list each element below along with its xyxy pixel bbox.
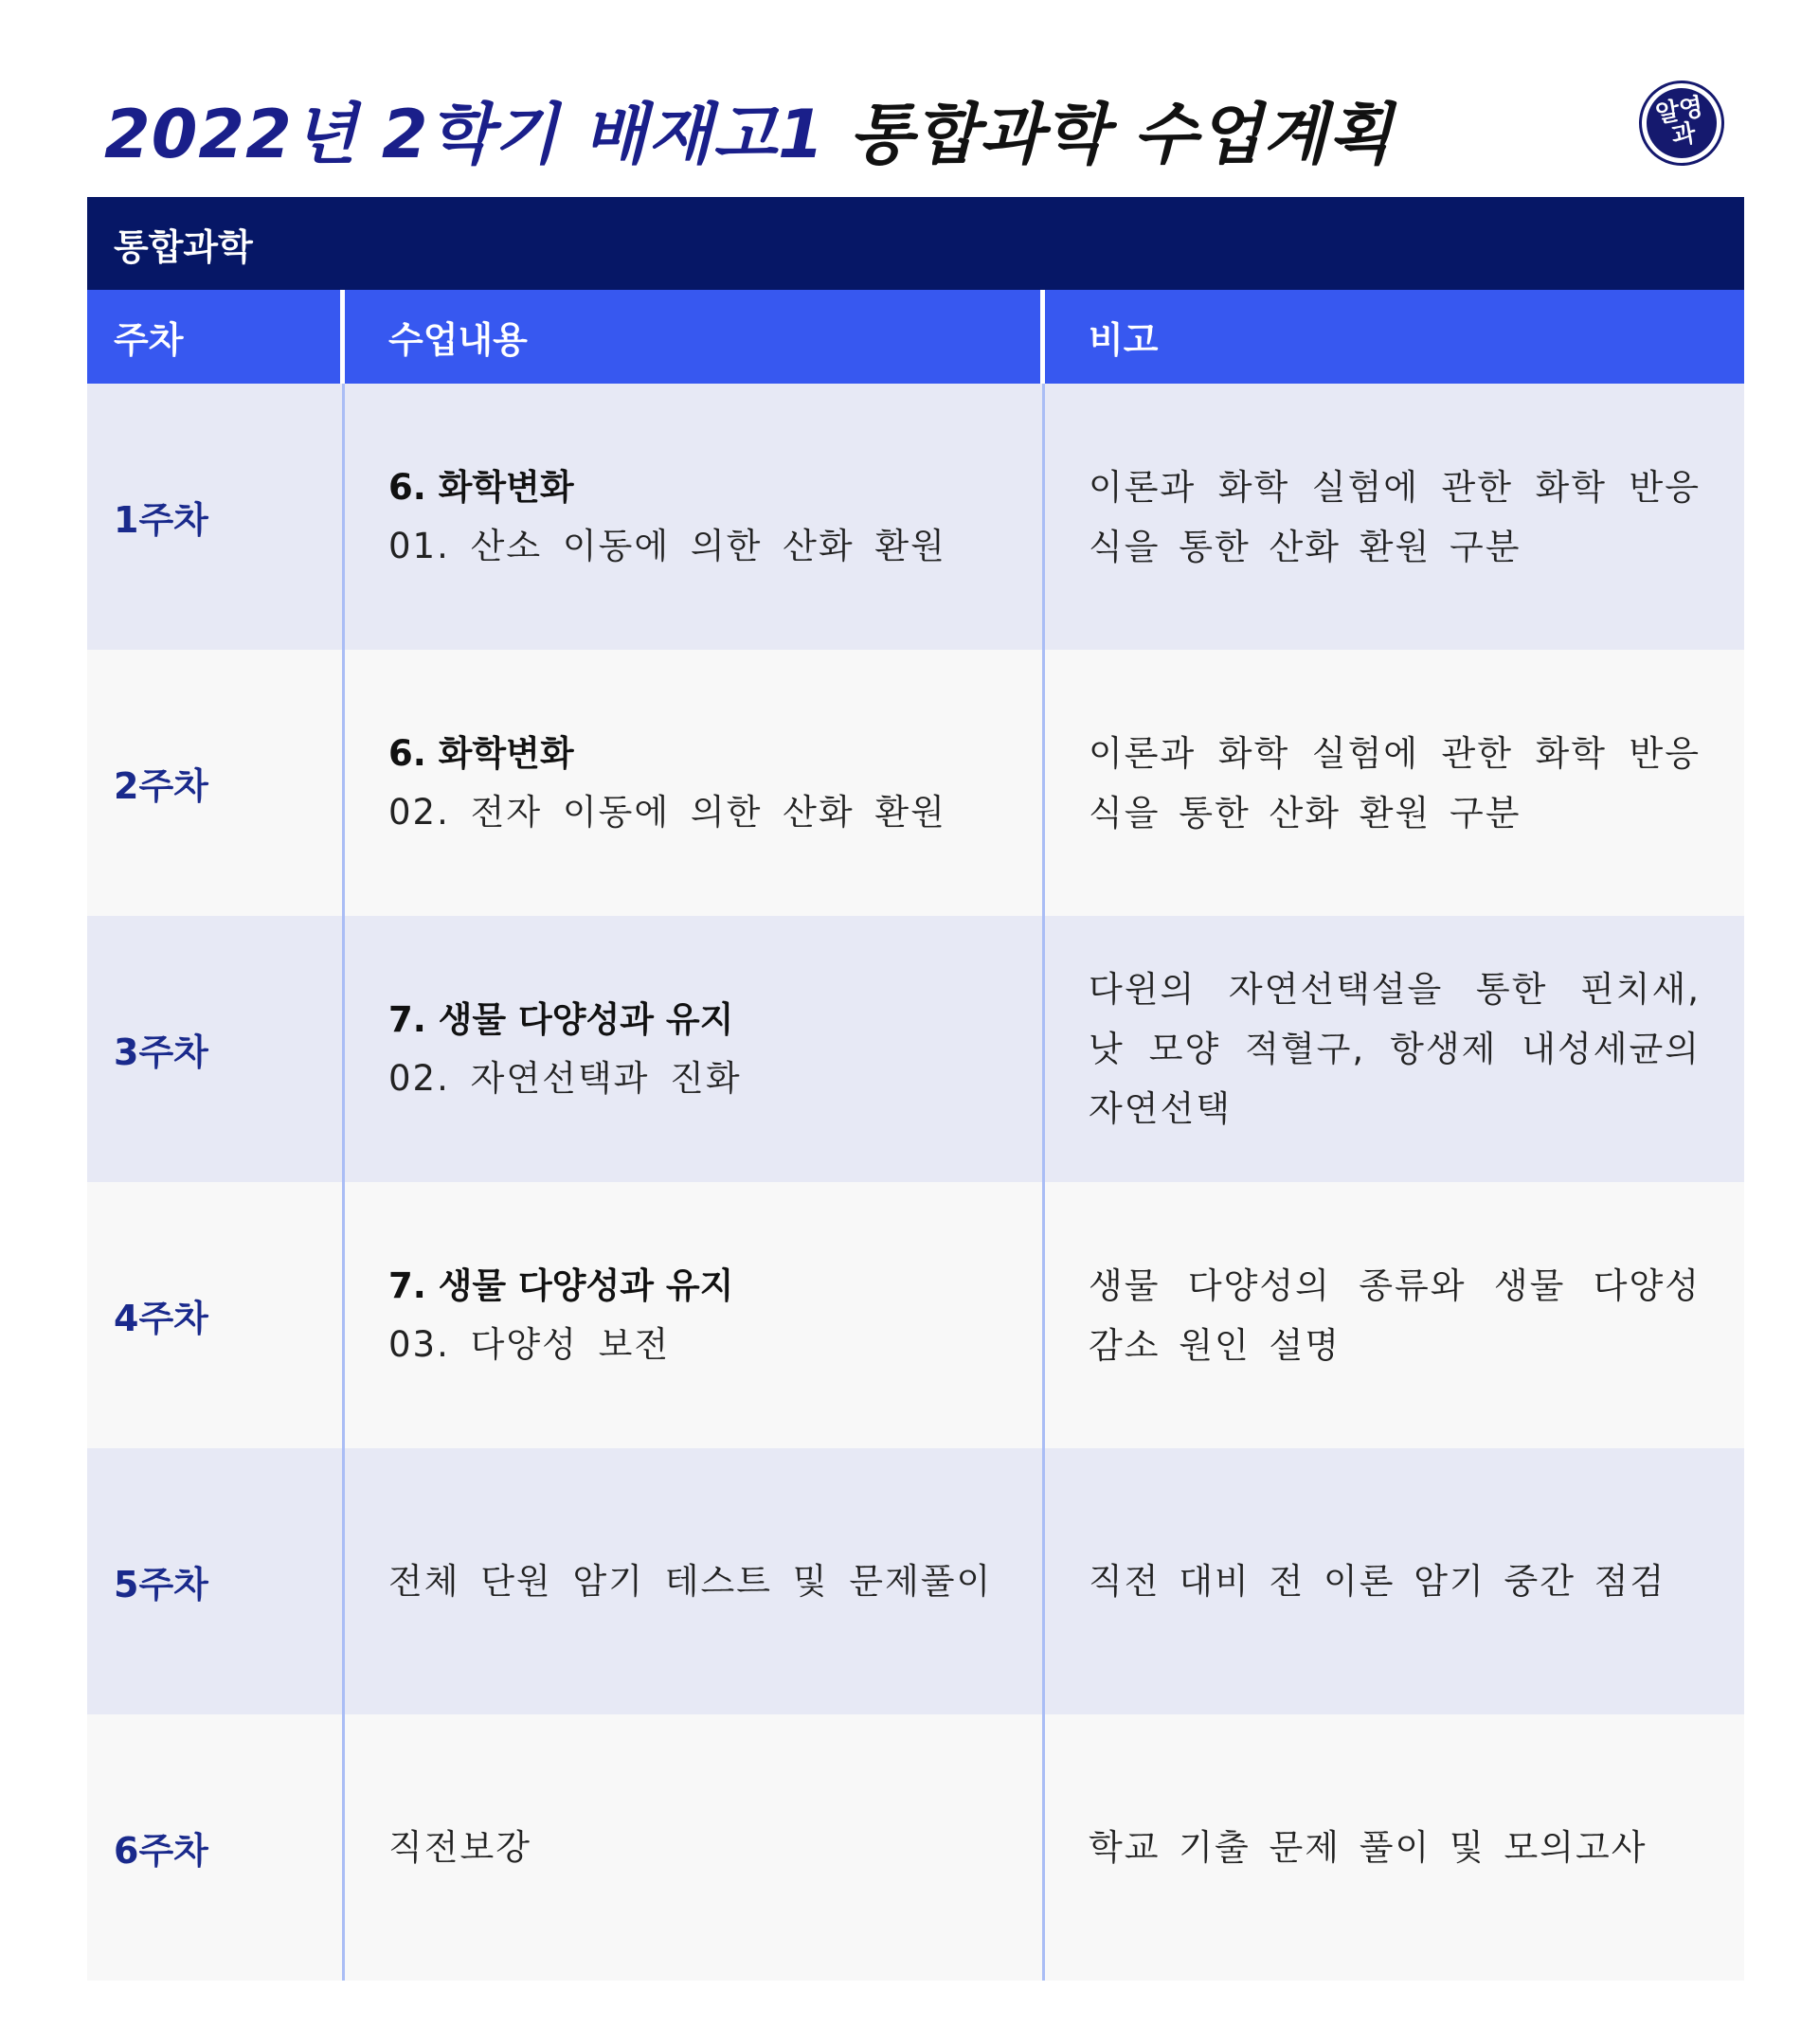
- note-cell: [1045, 384, 1744, 650]
- week-label: 3주차: [114, 1031, 208, 1073]
- note-text: 이론과 화학 실험에 관한 화학 반응식을 통한 산화 환원 구분: [1089, 466, 1701, 567]
- content-sub: 02. 자연선택과 진화: [388, 1057, 742, 1099]
- content-cell: [345, 384, 1045, 650]
- content-cell: [345, 1448, 1045, 1714]
- content-sub: 03. 다양성 보전: [388, 1323, 671, 1365]
- content-sub: 전체 단원 암기 테스트 및 문제풀이: [388, 1560, 993, 1602]
- table-row: [87, 1714, 1744, 1981]
- week-cell: [87, 1714, 345, 1981]
- content-cell: [345, 650, 1045, 916]
- content-title: 6. 화학변화: [388, 466, 574, 508]
- section-header: 통합과학: [87, 197, 1744, 290]
- week-cell: [87, 384, 345, 650]
- content-title: 7. 생물 다양성과 유지: [388, 998, 734, 1040]
- week-label: 4주차: [114, 1298, 208, 1339]
- week-cell: [87, 1182, 345, 1448]
- header-week: 주차: [87, 290, 345, 384]
- content-title: 6. 화학변화: [388, 732, 574, 774]
- note-text: 다윈의 자연선택설을 통한 핀치새, 낫 모양 적혈구, 항생제 내성세균의 자연선택: [1089, 969, 1701, 1129]
- note-cell: [1045, 916, 1744, 1182]
- week-label: 2주차: [114, 765, 208, 807]
- content-sub: 직전보강: [388, 1826, 531, 1868]
- page-title: [104, 87, 1393, 182]
- table-row: [87, 916, 1744, 1182]
- note-text: 생물 다양성의 종류와 생물 다양성 감소 원인 설명: [1089, 1264, 1701, 1366]
- week-label: 1주차: [114, 499, 208, 541]
- week-label: 6주차: [114, 1830, 208, 1872]
- header-note: 비고: [1089, 319, 1159, 361]
- title-part-1: 2022년 2학기 배재고1: [104, 96, 825, 173]
- content-cell: [345, 1182, 1045, 1448]
- week-cell: [87, 1448, 345, 1714]
- column-header-row: [87, 290, 1744, 384]
- week-cell: [87, 650, 345, 916]
- note-text: 이론과 화학 실험에 관한 화학 반응식을 통한 산화 환원 구분: [1089, 732, 1701, 834]
- table-row: [87, 650, 1744, 916]
- table-row: [87, 1182, 1744, 1448]
- week-label: 5주차: [114, 1564, 208, 1605]
- table-row: [87, 384, 1744, 650]
- content-title: 7. 생물 다양성과 유지: [388, 1264, 734, 1306]
- logo-text: 알영과: [1653, 93, 1706, 152]
- title-part-2: 통합과학 수업계획: [849, 96, 1394, 173]
- note-text: 학교 기출 문제 풀이 및 모의고사: [1089, 1827, 1648, 1868]
- brand-logo: [1642, 83, 1721, 163]
- week-cell: [87, 916, 345, 1182]
- content-cell: [345, 916, 1045, 1182]
- content-sub: 02. 전자 이동에 의한 산화 환원: [388, 791, 946, 833]
- note-cell: [1045, 1714, 1744, 1981]
- header-content: 수업내용: [345, 290, 1045, 384]
- note-cell: [1045, 1448, 1744, 1714]
- table-row: [87, 1448, 1744, 1714]
- note-text: 직전 대비 전 이론 암기 중간 점검: [1089, 1561, 1666, 1602]
- content-cell: [345, 1714, 1045, 1981]
- note-cell: [1045, 1182, 1744, 1448]
- content-sub: 01. 산소 이동에 의한 산화 환원: [388, 525, 946, 566]
- lesson-plan-table: [87, 197, 1744, 1981]
- note-cell: [1045, 650, 1744, 916]
